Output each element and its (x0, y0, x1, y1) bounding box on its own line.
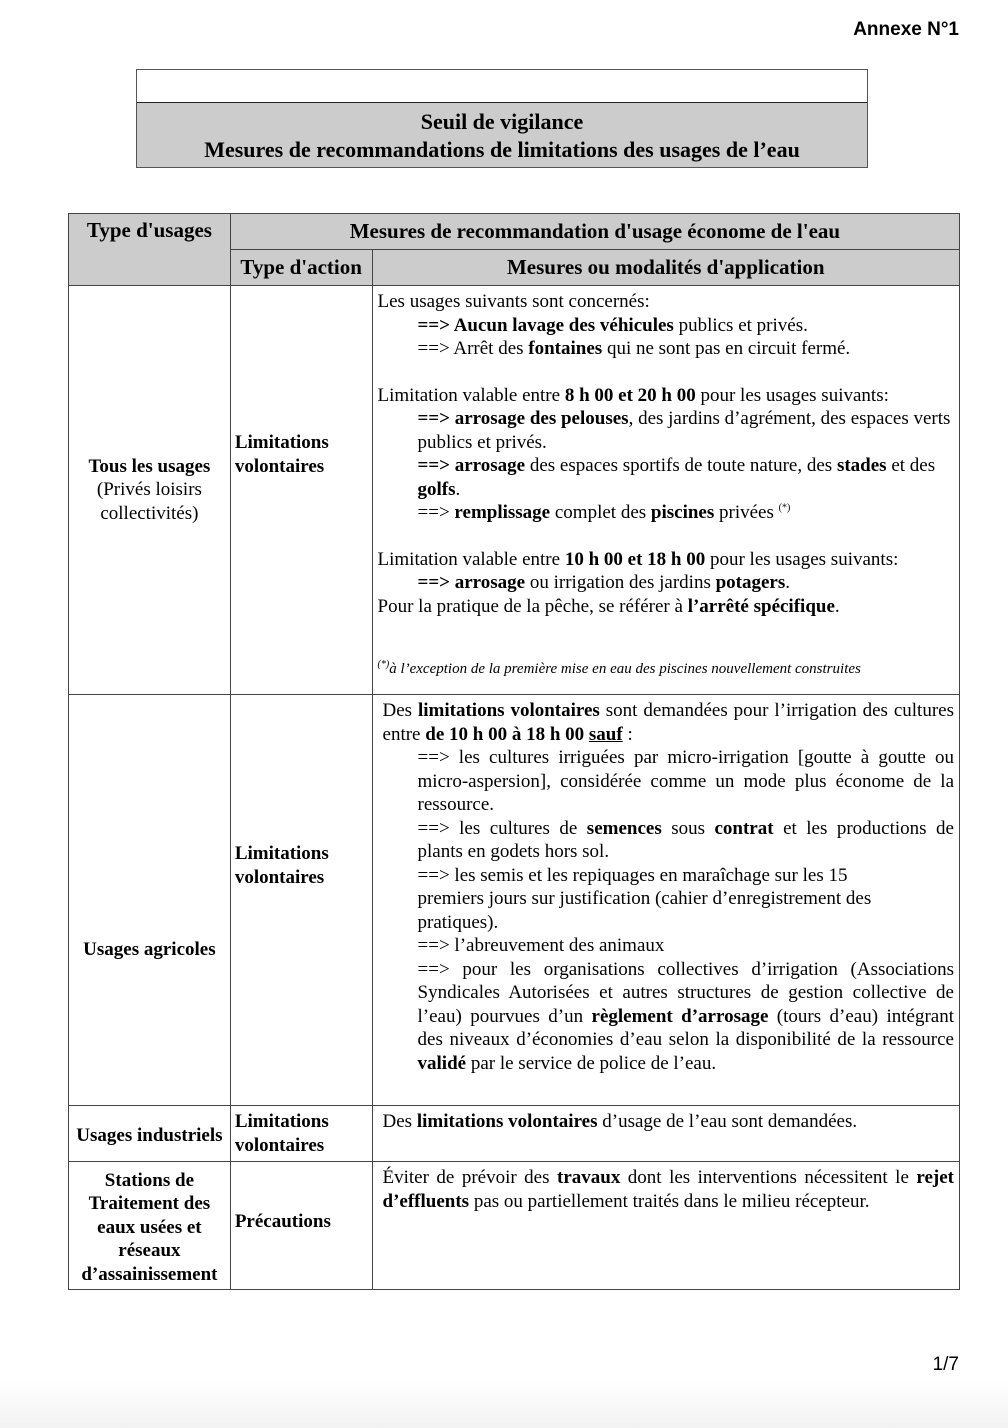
measure-item: ==> les cultures irriguées par micro-irrigation [goutte à goutte ou micro-aspersion], considérée comme un mode plus économe de la ressource. (417, 747, 954, 815)
measure-item: ==> Aucun lavage des véhicules publics et privés. (417, 314, 808, 336)
usage-label: Usages agricoles (83, 939, 216, 961)
header-mesures: Mesures ou modalités d'application (372, 250, 959, 286)
action-cell: Précautions (230, 1162, 372, 1290)
header-group: Mesures de recommandation d'usage économe de l'eau (230, 214, 959, 250)
usage-cell: Stations de Traitement des eaux usées et réseaux d’assainissement (69, 1162, 231, 1290)
table-row (69, 1106, 960, 1162)
measure-item: ==> remplissage complet des piscines privées (*) (417, 502, 791, 523)
table-row (69, 1162, 960, 1290)
measures-cell (372, 695, 959, 1106)
measures-cell (372, 286, 959, 695)
table-row (69, 695, 960, 1106)
usage-sublabel: (Privés loisirs collectivités) (96, 479, 202, 524)
measure-item: ==> arrosage des pelouses, des jardins d’agrément, des espaces verts publics et privés. (417, 408, 951, 453)
measure-limitation: Limitation valable entre 10 h 00 et 18 h 00 pour les usages suivants: (377, 548, 899, 570)
page-number: 1/7 (932, 1354, 959, 1375)
usage-label: Tous les usages (88, 455, 211, 477)
usage-cell: Usages industriels (69, 1106, 231, 1162)
action-cell: Limitations volontaires (230, 695, 372, 1106)
header-type-action: Type d'action (230, 250, 372, 286)
measures-table (68, 213, 960, 1290)
measure-item: ==> les cultures de semences sous contrat et les productions de plants en godets hors sol. (417, 817, 954, 862)
usage-cell (69, 286, 231, 695)
title-empty-row (137, 70, 867, 103)
header-type-usages: Type d'usages (69, 214, 231, 286)
measure-item: ==> pour les organisations collectives d’irrigation (Associations Syndicales Autorisées et autres structures de gestion collective de l’eau) pourvues d’un règlement d’arrosage (tours d’eau) intégrant des niveaux d’économies d’eau selon la disponibilité de la ressource validé par le service de police de l’eau. (417, 958, 954, 1074)
measure-item: ==> arrosage ou irrigation des jardins potagers. (417, 572, 791, 593)
measures-cell: Des limitations volontaires d’usage de l’eau sont demandées. (372, 1106, 959, 1162)
measure-intro: Des limitations volontaires sont demandées pour l’irrigation des cultures entre de 10 h 00 à 18 h 00 sauf : (382, 700, 954, 745)
annex-label: Annexe N°1 (853, 19, 959, 40)
table-row (69, 286, 960, 695)
title-banner (137, 103, 867, 167)
measure-peche: Pour la pratique de la pêche, se référer à l’arrêté spécifique. (377, 595, 840, 617)
action-cell: Limitations volontaires (230, 1106, 372, 1162)
measure-intro: Les usages suivants sont concernés: (377, 291, 650, 312)
measure-limitation: Limitation valable entre 8 h 00 et 20 h 00 pour les usages suivants: (377, 384, 889, 406)
title-box (136, 69, 868, 168)
measures-cell: Éviter de prévoir des travaux dont les interventions nécessitent le rejet d’effluents pas ou partiellement traités dans le milieu récepteur. (372, 1162, 959, 1290)
title-line-1: Seuil de vigilance (420, 109, 584, 134)
measure-item: ==> Arrêt des fontaines qui ne sont pas en circuit fermé. (417, 338, 851, 359)
title-line-2: Mesures de recommandations de limitations des usages de l’eau (204, 137, 800, 162)
measure-item: ==> l’abreuvement des animaux (417, 935, 665, 956)
usage-cell (69, 695, 231, 1106)
measure-item: ==> arrosage des espaces sportifs de toute nature, des stades et des golfs. (417, 455, 936, 500)
action-cell: Limitations volontaires (230, 286, 372, 695)
footnote: (*)à l’exception de la première mise en eau des piscines nouvellement construites (377, 659, 861, 677)
measure-item: ==> les semis et les repiquages en maraîchage sur les 15 premiers jours sur justification (cahier d’enregistrement des pratiques). (417, 864, 872, 933)
bottom-fade (0, 1380, 1008, 1428)
